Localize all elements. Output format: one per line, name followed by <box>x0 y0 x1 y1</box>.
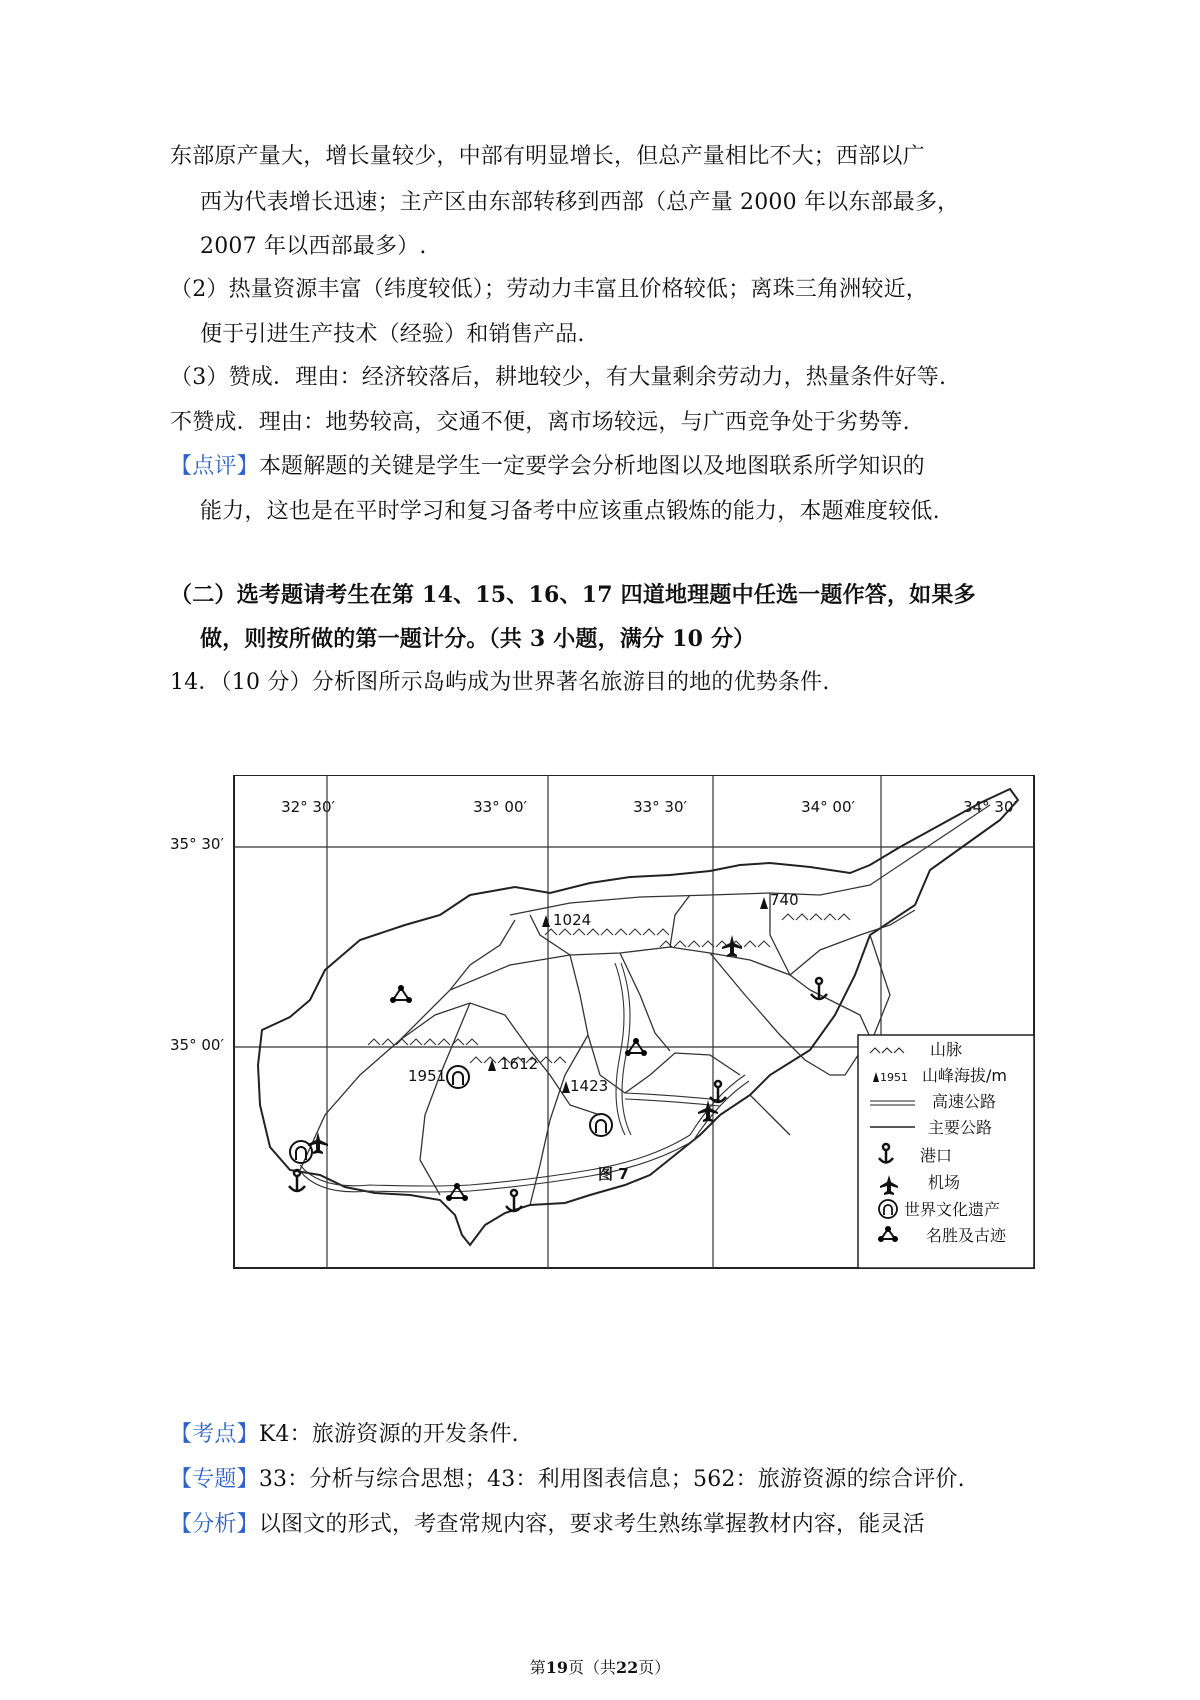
comment-line-2: 能力，这也是在平时学习和复习备考中应该重点锻炼的能力，本题难度较低. <box>200 499 940 524</box>
lon-label-1: 32° 30′ <box>281 798 335 816</box>
port-icon <box>811 978 827 1000</box>
question-14: 14．（10 分）分析图所示岛屿成为世界著名旅游目的地的优势条件. <box>170 670 830 695</box>
section-heading-line-1: （二）选考题请考生在第 14、15、16、17 四道地理题中任选一题作答，如果多 <box>170 582 976 608</box>
footer-mid: 页（共 <box>567 1658 616 1677</box>
answer-3-line-1: （3）赞成．理由：经济较落后，耕地较少，有大量剩余劳动力，热量条件好等. <box>170 365 947 390</box>
legend-airport: 机场 <box>928 1173 961 1192</box>
answer-2-line-1: （2）热量资源丰富（纬度较低）；劳动力丰富且价格较低；离珠三角洲较近， <box>170 277 928 302</box>
comment-text: 本题解题的关键是学生一定要学会分析地图以及地图联系所学知识的 <box>258 454 925 479</box>
airport-icon <box>722 935 742 957</box>
peak-marker-1024 <box>542 915 550 927</box>
peak-label-1423: 1423 <box>570 1077 609 1095</box>
zhuanti-tag: 【专题】 <box>170 1467 259 1492</box>
text-line-1: 东部原产量大，增长量较少，中部有明显增长，但总产量相比不大；西部以广 <box>170 144 925 169</box>
figure-label: 图 7 <box>598 1165 629 1183</box>
peak-marker-740 <box>760 897 768 909</box>
scenic-icon <box>390 985 412 1003</box>
peak-marker-1612 <box>488 1059 496 1071</box>
legend-scenic: 名胜及古迹 <box>926 1226 1007 1245</box>
lon-label-5: 34° 30′ <box>963 798 1017 816</box>
peak-label-740: 740 <box>770 891 799 909</box>
section-heading-line-2: 做，则按所做的第一题计分。（共 3 小题，满分 10 分） <box>200 626 756 652</box>
lon-label-2: 33° 00′ <box>473 798 527 816</box>
port-icon <box>506 1190 522 1212</box>
page-footer <box>0 1655 1200 1678</box>
kaodian-line <box>170 1420 519 1450</box>
legend-peak: 山峰海拔/m <box>922 1066 1007 1085</box>
fenxi-tag: 【分析】 <box>170 1512 259 1537</box>
text-line-2: 西为代表增长迅速；主产区由东部转移到西部（总产量 2000 年以东部最多， <box>200 190 960 215</box>
legend-mountain: 山脉 <box>930 1040 963 1059</box>
legend-peak-sample: 1951 <box>880 1071 908 1084</box>
footer-total-pages: 22 <box>616 1658 639 1677</box>
lon-label-4: 34° 00′ <box>801 798 855 816</box>
answer-3-line-2: 不赞成．理由：地势较高，交通不便，离市场较远，与广西竞争处于劣势等. <box>170 410 910 435</box>
heritage-icon <box>447 1066 469 1088</box>
lat-label-2: 35° 00′ <box>170 1036 224 1054</box>
answer-2-line-2: 便于引进生产技术（经验）和销售产品. <box>200 322 585 347</box>
zhuanti-text: 33：分析与综合思想；43：利用图表信息；562：旅游资源的综合评价. <box>258 1467 965 1492</box>
footer-suffix: 页） <box>638 1658 671 1677</box>
comment-tag: 【点评】 <box>170 454 259 479</box>
footer-prefix: 第 <box>529 1658 546 1677</box>
map-legend <box>858 1035 1034 1268</box>
peak-label-1024: 1024 <box>553 911 592 929</box>
zhuanti-line <box>170 1465 965 1495</box>
island-map-figure <box>170 775 1130 1375</box>
fenxi-line <box>170 1510 925 1540</box>
footer-page-number: 19 <box>545 1658 568 1677</box>
lat-label-1: 35° 30′ <box>170 835 224 853</box>
legend-highway: 高速公路 <box>932 1092 997 1111</box>
main-roads <box>300 893 915 1205</box>
peak-label-1951: 1951 <box>408 1067 447 1085</box>
comment-line-1 <box>170 452 925 482</box>
island-map <box>170 775 1130 1375</box>
text-line-3: 2007 年以西部最多）. <box>200 234 427 259</box>
kaodian-tag: 【考点】 <box>170 1422 259 1447</box>
heritage-icon <box>590 1114 612 1136</box>
kaodian-text: K4：旅游资源的开发条件. <box>258 1422 519 1447</box>
legend-main-road: 主要公路 <box>928 1118 993 1137</box>
legend-heritage: 世界文化遗产 <box>904 1200 1001 1219</box>
peak-label-1612: 1612 <box>500 1055 539 1073</box>
legend-port: 港口 <box>920 1146 953 1165</box>
fenxi-text: 以图文的形式，考查常规内容，要求考生熟练掌握教材内容，能灵活 <box>258 1512 925 1537</box>
highways <box>300 963 749 1192</box>
peak-marker-1423 <box>562 1081 570 1093</box>
lon-label-3: 33° 30′ <box>633 798 687 816</box>
